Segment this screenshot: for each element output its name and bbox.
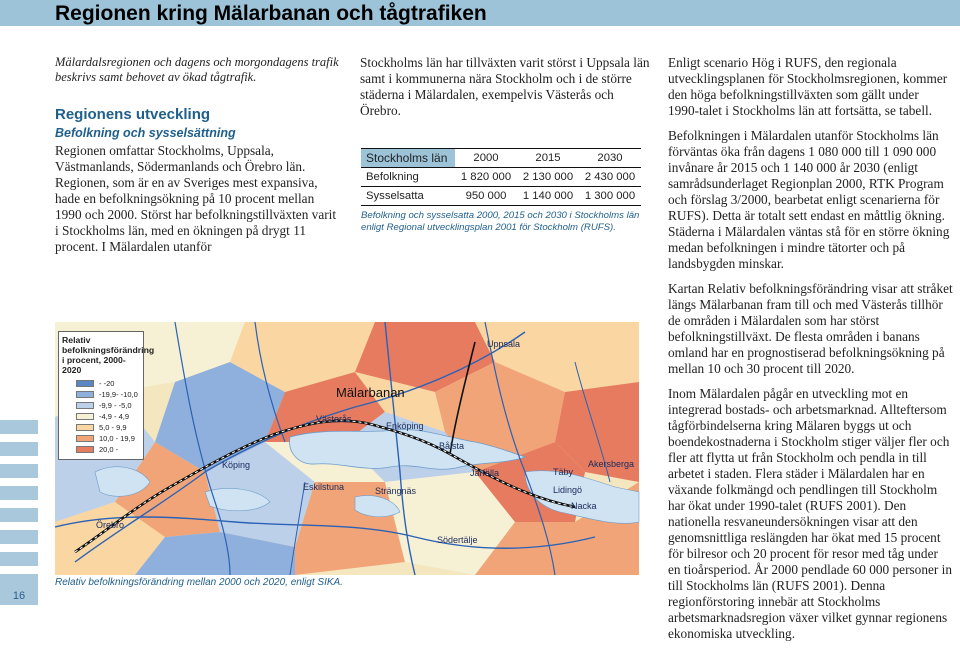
map-caption: Relativ befolkningsförändring mellan 2000 och 2020, enligt SIKA.	[55, 577, 343, 588]
legend-item	[62, 411, 140, 422]
legend-swatch	[76, 446, 94, 453]
legend-label: 5,0 - 9,9	[99, 423, 127, 432]
margin-strip	[0, 420, 38, 605]
table-row-label: Befolkning	[361, 168, 455, 187]
paragraph: Befolkningen i Mälardalen utanför Stockholms län förväntas öka från dagens 1 080 000 till 1 090 000 invånare år 2015 och 1 140 000 år 2030 (enligt samrådsunderlaget Regionplan 2000, RTK Program och förslag 3/2000, bearbetat enligt scenarierna för RUFS). Detta är totalt sett endast en måttlig ökning. Städerna i Mälardalen väntas stå för en större ökning medan befolkningen i mindre tätorter och på landsbygden minskar.	[668, 128, 950, 271]
page-number: 16	[0, 588, 38, 605]
column-left	[55, 55, 341, 264]
map-place-label: Bålsta	[439, 441, 465, 451]
table-year-header: 2000	[455, 149, 517, 168]
paragraph: Enligt scenario Hög i RUFS, den regionala utvecklingsplanen för Stockholmsregionen, kommer den höga befolkningstillväxten som gällt under 1990-talet i Stockholms län att fortsätta, se tabell.	[668, 55, 948, 118]
table-cell: 1 140 000	[517, 187, 579, 206]
table-year-header: 2015	[517, 149, 579, 168]
legend-swatch	[76, 424, 94, 431]
margin-block	[0, 486, 38, 500]
table-cell: 1 820 000	[455, 168, 517, 187]
table-year-header: 2030	[579, 149, 641, 168]
intro-text: Mälardalsregionen och dagens och morgondagens trafik beskrivs samt behovet av ökad tågtrafik.	[55, 55, 339, 84]
legend-item	[62, 444, 140, 455]
paragraph: Inom Mälardalen pågår en utveckling mot en integrerad bostads- och arbetsmarknad. Allteftersom tågförbindelserna kring Mälaren byggs ut och boendekostnaderna i Stockholm stiger väljer fler och fler att flytta ut från Stockholm och pendla in till arbetet i staden. Flera städer i Mälardalen har en växande folkmängd och pendlingen till Stockholm har ökat under 1990-talet (RUFS 2001). Den nationella resvaneundersökningen visar att den genomsnittliga reslängden har ökat med 15 procent för bilresor och 20 procent för resor med tåg under en tioårsperiod. År 2000 pendlade 60 000 personer in till Stockholms län (RUFS 2001). Denna regionförstoring innebär att Stockholms arbetsmarknadsregion växer vilket gynnar regionens ekonomiska utveckling.	[668, 386, 952, 641]
legend-item	[62, 378, 140, 389]
legend-item	[62, 400, 140, 411]
map-legend	[58, 331, 155, 460]
legend-swatch	[76, 380, 94, 387]
legend-swatch	[76, 391, 94, 398]
legend-label: -9,9 - -5,0	[99, 401, 132, 410]
margin-block	[0, 464, 38, 478]
map-place-label: Eskilstuna	[303, 482, 345, 492]
legend-label: 20,0 -	[99, 445, 119, 454]
legend-item	[62, 422, 140, 433]
legend-label: -19,9- -10,0	[99, 390, 138, 399]
subheading: Befolkning och sysselsättning	[55, 126, 236, 140]
legend-swatch	[76, 413, 94, 420]
map-place-label: Strängnäs	[375, 486, 417, 496]
map-place-label: Södertälje	[437, 535, 478, 545]
map-place-label: Nacka	[571, 501, 597, 511]
legend-item	[62, 433, 140, 444]
map-place-label: Täby	[553, 467, 574, 477]
legend-swatch	[76, 435, 94, 442]
map-place-label: Järfälla	[470, 468, 500, 478]
margin-block	[0, 552, 38, 566]
legend-label: -4,9 - 4,9	[99, 412, 130, 421]
population-table	[361, 148, 641, 206]
page-title: Regionen kring Mälarbanan och tågtrafiken	[55, 2, 487, 25]
table-row	[361, 187, 641, 206]
legend-swatch	[76, 402, 94, 409]
map-place-label: Enköping	[386, 421, 424, 431]
margin-block	[0, 420, 38, 434]
legend-label: - -20	[99, 379, 115, 388]
map-place-label: Akersberga	[588, 459, 635, 469]
map-place-label: Köping	[222, 460, 251, 470]
column-middle	[360, 55, 652, 128]
table-cell: 950 000	[455, 187, 517, 206]
table-row-label: Sysselsatta	[361, 187, 455, 206]
paragraph: Kartan Relativ befolkningsförändring visar att stråket längs Mälarbanan fram till och med Västerås tillhör de områden i Mälardalen som har störst befolkningstillväxt. De flesta områden i banans omland har en prognostiserad befolkningsökning på mellan 10 och 30 procent till 2020.	[668, 281, 953, 376]
map-place-label: Lidingö	[553, 485, 583, 495]
table-caption: Befolkning och sysselsatta 2000, 2015 och 2030 i Stockholms län enligt Regional utvecklingsplan 2001 för Stockholm (RUFS).	[361, 210, 640, 233]
map-place-label: Västerås	[316, 414, 352, 424]
map-place-label: Uppsala	[487, 339, 521, 349]
paragraph: Regionen omfattar Stockholms, Uppsala, Västmanlands, Södermanlands och Örebro län. Regionen, som är en av Sveriges mest expansiva, hade en befolkningsökning på 10 procent mellan 1990 och 2000. Störst har befolkningstillväxten varit i Stockholms län, med en ökningen på drygt 11 procent. I Mälardalen utanför	[55, 143, 337, 254]
margin-block	[0, 574, 38, 588]
column-right	[668, 55, 953, 651]
map-place-label: Örebro	[96, 520, 125, 530]
margin-block	[0, 530, 38, 544]
legend-item	[62, 389, 140, 400]
table-cell: 2 430 000	[579, 168, 641, 187]
table-cell: 2 130 000	[517, 168, 579, 187]
margin-block	[0, 508, 38, 522]
legend-label: 10,0 - 19,9	[99, 434, 135, 443]
margin-block	[0, 442, 38, 456]
paragraph: Stockholms län har tillväxten varit störst i Uppsala län samt i kommunerna nära Stockholm och i de större städerna i Mälardalen, exempelvis Västerås och Örebro.	[360, 55, 650, 118]
table-cell: 1 300 000	[579, 187, 641, 206]
section-heading: Regionens utveckling	[55, 106, 211, 123]
table-row	[361, 168, 641, 187]
map-railway-label: Mälarbanan	[336, 385, 405, 400]
table-region-header: Stockholms län	[361, 149, 455, 168]
legend-title: Relativ befolkningsförändring i procent, 2000-2020	[62, 335, 155, 375]
